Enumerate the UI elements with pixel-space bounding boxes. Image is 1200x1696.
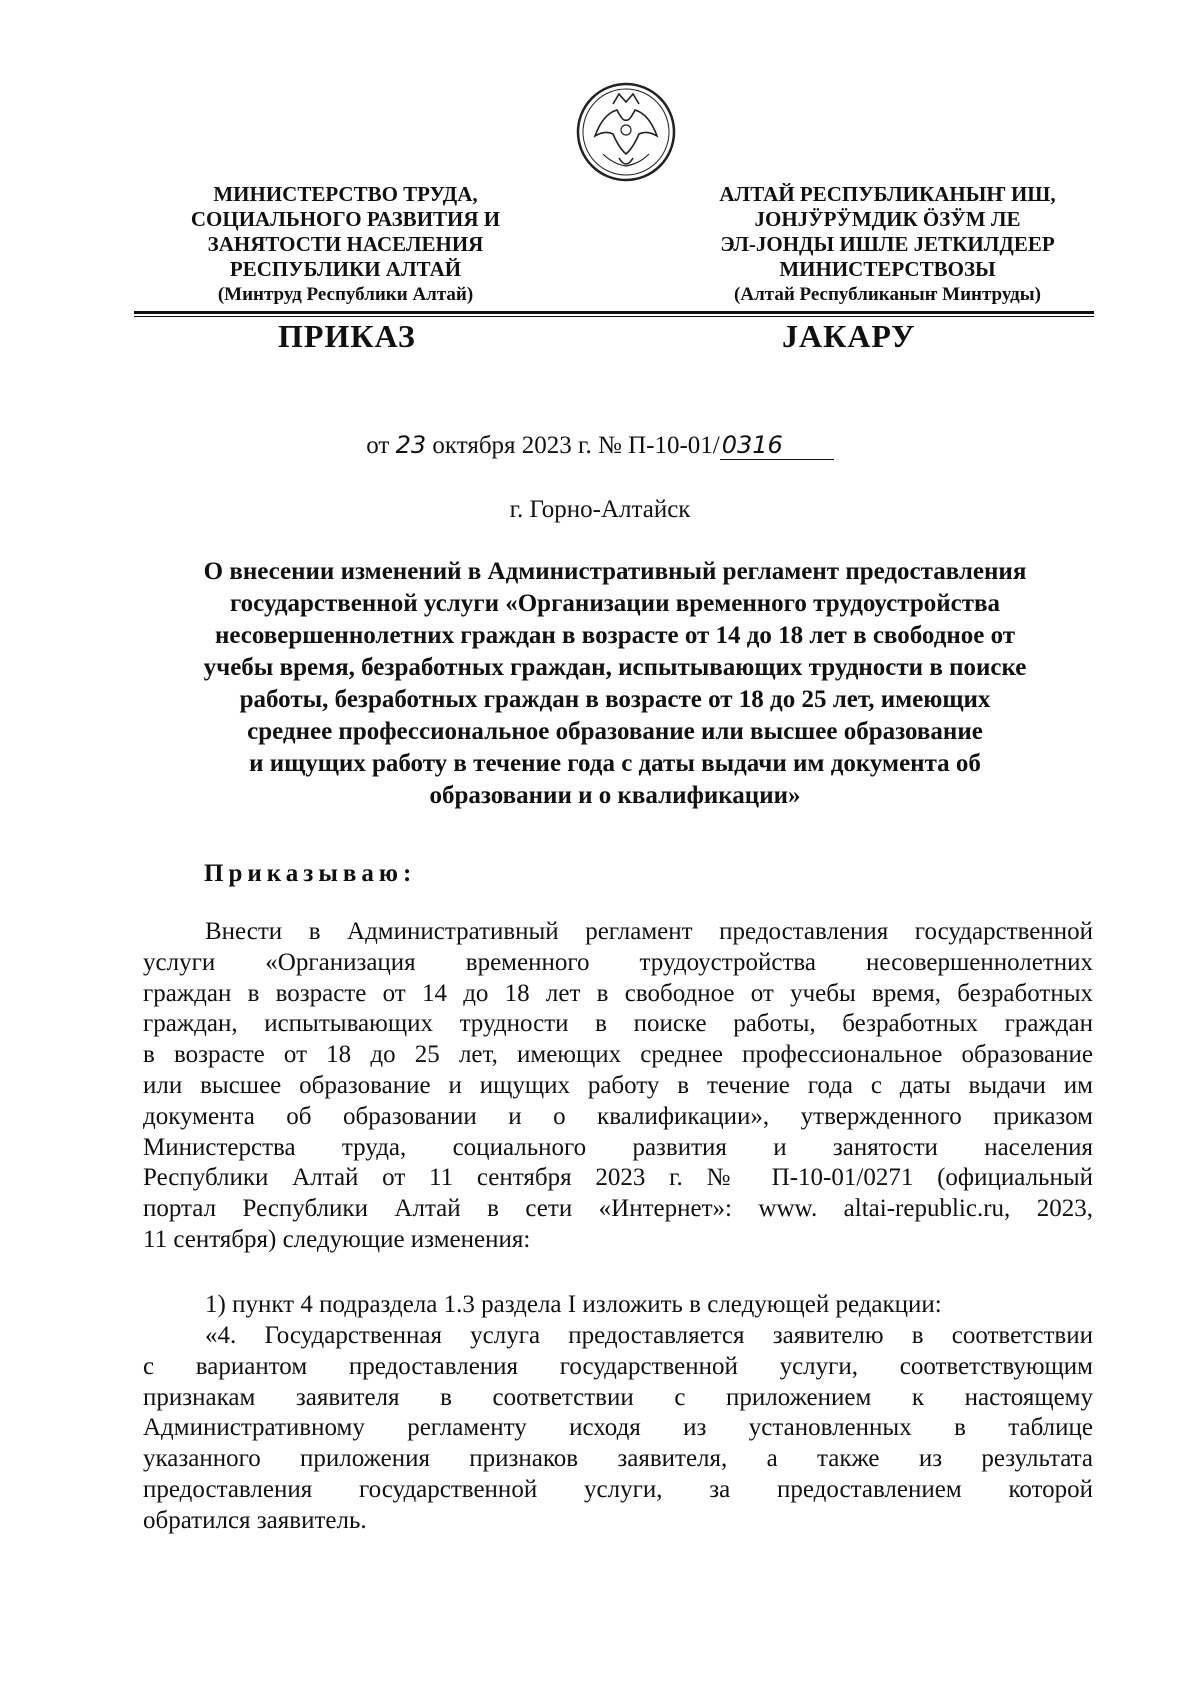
ministry-altai-line-1: АЛТАЙ РЕСПУБЛИКАНЫҤ ИШ, (719, 182, 1056, 206)
paragraph-line: признакам заявителя в соответствии с приложением к настоящему (143, 1383, 1093, 1411)
title-line: учебы время, безработных граждан, испытывающих трудности в поиске (203, 654, 1027, 681)
handwritten-order-number: 0316 (720, 431, 834, 460)
ministry-altai-short-name: (Алтай Республиканыҥ Минтруды) (734, 284, 1041, 305)
coat-of-arms-emblem (573, 74, 679, 188)
title-line: работы, безработных граждан в возрасте от 18 до 25 лет, имеющих (239, 686, 991, 713)
paragraph-line: портал Республики Алтай в сети «Интернет»: www. altai-republic.ru, 2023, (143, 1195, 1093, 1223)
paragraph-line: с вариантом предоставления государственной услуги, соответствующим (143, 1352, 1093, 1380)
ministry-name-altai (690, 182, 1085, 307)
ministry-line-3: ЗАНЯТОСТИ НАСЕЛЕНИЯ (207, 232, 484, 256)
paragraph-line: обратился заявитель. (143, 1506, 367, 1534)
paragraph-line: граждан, испытывающих трудности в поиске работы, безработных граждан (143, 1010, 1093, 1038)
order-title-russian: ПРИКАЗ (278, 318, 416, 354)
paragraph-line: в возрасте от 18 до 25 лет, имеющих среднее профессиональное образование (143, 1041, 1093, 1069)
ministry-altai-line-2: ЈОНЈӰРӰМДИК ÖЗӰМ ЛЕ (754, 207, 1021, 231)
paragraph-line: Министерства труда, социального развития и занятости населения (143, 1133, 1093, 1161)
paragraph-line: указанного приложения признаков заявителя, а также из результата (143, 1445, 1093, 1473)
ministry-short-name: (Минтруд Республики Алтай) (217, 284, 474, 305)
ministry-line-1: МИНИСТЕРСТВО ТРУДА, (213, 182, 478, 206)
paragraph-point-4 (143, 1321, 1093, 1537)
paragraph-line: «4. Государственная услуга предоставляется заявителю в соответствии (205, 1322, 1093, 1349)
header-divider-thick (134, 311, 1094, 314)
paragraph-line: Административному регламенту исходя из установленных в таблице (143, 1414, 1093, 1442)
paragraph-line: услуги «Организация временного трудоустройства несовершеннолетних (143, 948, 1093, 976)
item-line: 1) пункт 4 подраздела 1.3 раздела I изложить в следующей редакции: (205, 1291, 942, 1318)
amendment-item-1 (143, 1290, 1093, 1321)
document-title (140, 556, 1090, 812)
ministry-name-russian (148, 182, 543, 307)
title-line: и ищущих работу в течение года с даты выдачи им документа об (249, 750, 981, 777)
ministry-line-4: РЕСПУБЛИКИ АЛТАЙ (229, 257, 462, 281)
paragraph-line: Республики Алтай от 11 сентября 2023 г. № П-10-01/0271 (официальный (143, 1164, 1093, 1192)
decree-word: Приказываю: (204, 860, 417, 887)
ministry-altai-line-3: ЭЛ-ЈОНДЫ ИШЛЕ ЈЕТКИЛДЕЕР (720, 232, 1055, 256)
title-line: государственной услуги «Организации временного трудоустройства (229, 590, 1001, 617)
paragraph-line: или высшее образование и ищущих работу в течение года с даты выдачи им (143, 1071, 1093, 1099)
title-line: О внесении изменений в Административный регламент предоставления (203, 558, 1027, 585)
order-date-line (0, 431, 1200, 460)
paragraph-line: 11 сентября) следующие изменения: (143, 1225, 531, 1253)
city-name: г. Горно-Алтайск (509, 496, 691, 523)
title-line: несовершеннолетних граждан в возрасте от 14 до 18 лет в свободное от (214, 622, 1016, 649)
paragraph-amendment-intro (143, 917, 1093, 1256)
date-prefix: от (366, 432, 390, 459)
paragraph-line: предоставления государственной услуги, за предоставлением которой (143, 1475, 1093, 1503)
paragraph-line: граждан в возрасте от 14 до 18 лет в свободное от учебы время, безработных (143, 979, 1093, 1007)
title-line: образовании и о квалификации» (429, 782, 801, 809)
header-divider-thin (134, 316, 1094, 317)
date-middle: октября 2023 г. № П-10-01/ (432, 432, 720, 459)
paragraph-line: Внести в Административный регламент предоставления государственной (205, 918, 1093, 945)
handwritten-day: 23 (395, 431, 427, 459)
ministry-altai-line-4: МИНИСТЕРСТВОЗЫ (779, 257, 996, 281)
ministry-line-2: СОЦИАЛЬНОГО РАЗВИТИЯ И (190, 207, 501, 231)
title-line: среднее профессиональное образование или высшее образование (247, 718, 983, 745)
order-title-altai: ЈАКАРУ (782, 318, 916, 354)
paragraph-line: документа об образовании и о квалификации», утвержденного приказом (143, 1102, 1093, 1130)
